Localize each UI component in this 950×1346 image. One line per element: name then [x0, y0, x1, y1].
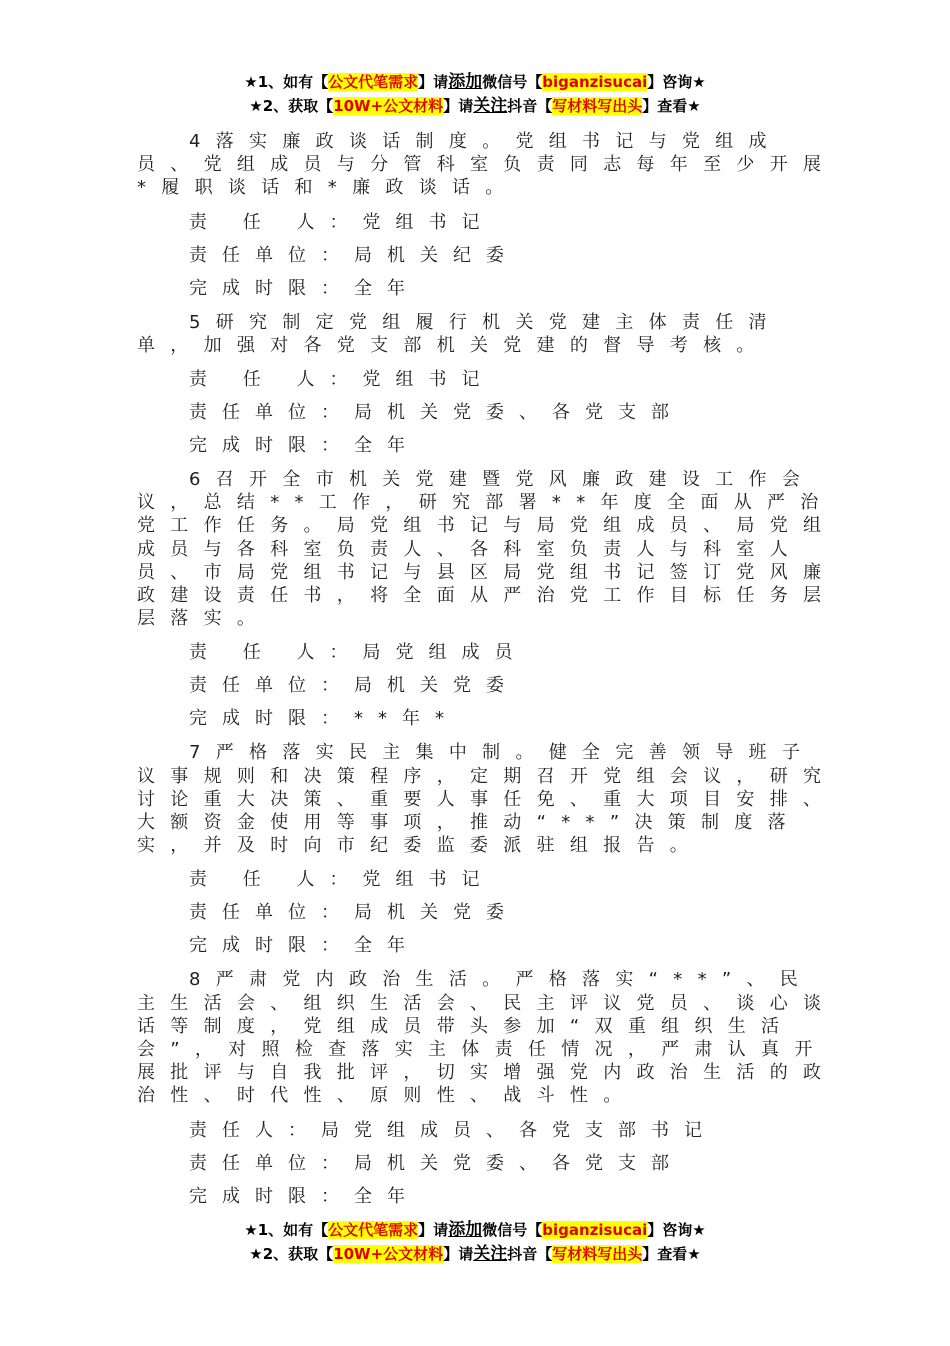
- document-body: [137, 130, 837, 1213]
- promo-text: 】查看★: [642, 97, 701, 115]
- responsible-person: 责任人：局党组成员、各党支部书记: [189, 1119, 717, 1141]
- responsible-person: 责 任 人：党组书记: [189, 369, 495, 391]
- promo-emphasis: 添加: [448, 72, 483, 92]
- promo-text: 】咨询★: [647, 73, 706, 91]
- promo-banner-bottom: [0, 1218, 950, 1266]
- responsible-unit: 责任单位：局机关纪委: [189, 244, 519, 266]
- promo-text: 抖音【: [507, 1245, 553, 1263]
- responsible-unit: 责任单位：局机关党委、各党支部: [189, 1152, 684, 1174]
- promo-line-2: [0, 1242, 950, 1266]
- section-paragraph: 5研究制定党组履行机关党建主体责任清单，加强对各党支部机关党建的督导考核。: [137, 311, 782, 356]
- promo-emphasis: 关注: [473, 1244, 508, 1264]
- deadline: 完成时限：全年: [189, 1185, 420, 1207]
- promo-highlight: 公文代笔需求: [328, 73, 419, 91]
- responsible-unit: 责任单位：局机关党委: [189, 902, 519, 924]
- responsible-unit: 责任单位：局机关党委: [189, 675, 519, 697]
- section-paragraph: 4落实廉政谈话制度。党组书记与党组成员、党组成员与分管科室负责同志每年至少开展*履职谈话和*廉政谈话。: [137, 131, 837, 199]
- responsible-person: 责 任 人：局党组成员: [189, 642, 528, 664]
- promo-text: 抖音【: [507, 97, 553, 115]
- promo-highlight: 写材料写出头: [552, 1245, 643, 1263]
- promo-text: ★1、如有【: [244, 73, 329, 91]
- promo-emphasis: 添加: [448, 1220, 483, 1240]
- promo-text: 】请: [443, 97, 474, 115]
- section-paragraph: 8严肃党内政治生活。严格落实“**”、民主生活会、组织生活会、民主评议党员、谈心谈话等制度，党组成员带头参加“双重组织生活会”，对照检查落实主体责任情况，严肃认真开展批评与自我批评，切实增强党内政治生活的政治性、时代性、原则性、战斗性。: [137, 969, 837, 1107]
- responsible-person: 责 任 人：党组书记: [189, 211, 495, 233]
- promo-text: 微信号【: [482, 73, 543, 91]
- deadline: 完成时限：全年: [189, 435, 420, 457]
- promo-highlight: 10W+公文材料: [333, 1245, 444, 1263]
- promo-emphasis: 关注: [473, 96, 508, 116]
- promo-text: 】查看★: [642, 1245, 701, 1263]
- deadline: 完成时限：全年: [189, 935, 420, 957]
- promo-text: 】请: [418, 73, 449, 91]
- section-paragraph: 6召开全市机关党建暨党风廉政建设工作会议，总结**工作，研究部署**年度全面从严治党工作任务。局党组书记与局党组成员、局党组成员与各科室负责人、各科室负责人与科室人员、市局党组书记与县区局党组书记签订党风廉政建设责任书，将全面从严治党工作目标任务层层落实。: [137, 469, 837, 630]
- promo-highlight: 写材料写出头: [552, 97, 643, 115]
- promo-text: ★1、如有【: [244, 1221, 329, 1239]
- promo-text: 】请: [443, 1245, 474, 1263]
- promo-text: ★2、获取【: [249, 1245, 334, 1263]
- promo-highlight: 10W+公文材料: [333, 97, 444, 115]
- promo-banner-top: [0, 70, 950, 118]
- responsible-unit: 责任单位：局机关党委、各党支部: [189, 402, 684, 424]
- promo-line-1: [0, 1218, 950, 1242]
- responsible-person: 责 任 人：党组书记: [189, 869, 495, 891]
- promo-highlight: biganzisucai: [542, 73, 648, 91]
- promo-text: 】请: [418, 1221, 449, 1239]
- promo-line-1: [0, 70, 950, 94]
- promo-highlight: biganzisucai: [542, 1221, 648, 1239]
- section-paragraph: 7严格落实民主集中制。健全完善领导班子议事规则和决策程序，定期召开党组会议，研究讨论重大决策、重要人事任免、重大项目安排、大额资金使用等事项，推动“**”决策制度落实，并及时向市纪委监委派驻组报告。: [137, 742, 837, 857]
- promo-text: ★2、获取【: [249, 97, 334, 115]
- deadline: 完成时限：**年*: [189, 708, 459, 730]
- deadline: 完成时限：全年: [189, 277, 420, 299]
- promo-highlight: 公文代笔需求: [328, 1221, 419, 1239]
- promo-line-2: [0, 94, 950, 118]
- promo-text: 】咨询★: [647, 1221, 706, 1239]
- promo-text: 微信号【: [482, 1221, 543, 1239]
